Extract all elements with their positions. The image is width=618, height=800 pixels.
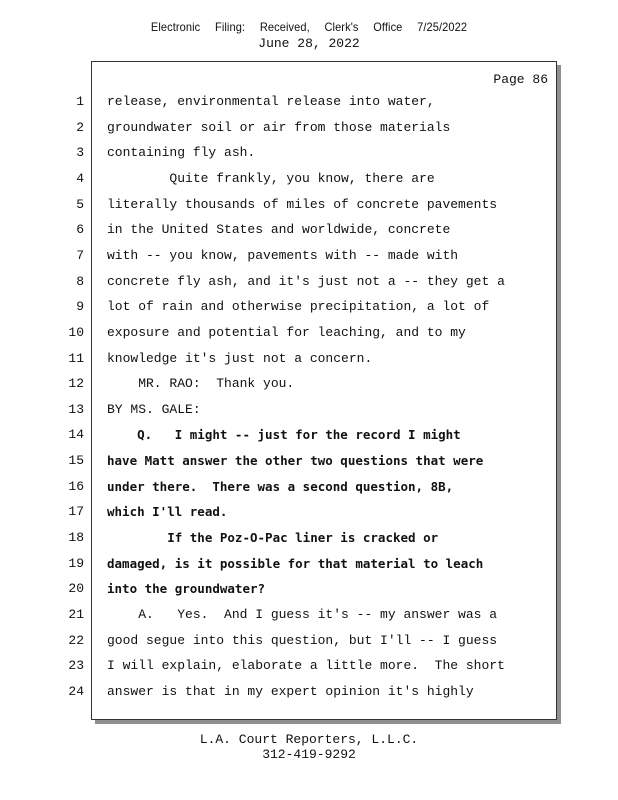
transcript-line <box>0 272 618 298</box>
transcript-line <box>0 528 618 554</box>
line-text: answer is that in my expert opinion it's highly <box>107 683 474 699</box>
transcript-line <box>0 143 618 169</box>
line-number: 2 <box>76 119 84 135</box>
line-text: concrete fly ash, and it's just not a -- they get a <box>107 273 505 289</box>
line-number: 14 <box>68 427 84 443</box>
line-text: have Matt answer the other two questions that were <box>107 453 484 469</box>
page-number: Page 86 <box>493 72 548 87</box>
transcript-line <box>0 656 618 682</box>
stamp-word: Electronic <box>150 20 201 34</box>
line-text: literally thousands of miles of concrete pavements <box>107 196 498 212</box>
transcript-line <box>0 349 618 375</box>
line-number: 24 <box>68 683 84 699</box>
line-text: under there. There was a second question, 8B, <box>107 478 454 494</box>
line-text: release, environmental release into water, <box>107 94 435 109</box>
line-number: 21 <box>68 607 84 622</box>
stamp-word: 7/25/2022 <box>417 20 468 34</box>
transcript-line <box>0 502 618 528</box>
line-text: BY MS. GALE: <box>107 401 201 417</box>
reporter-company: L.A. Court Reporters, L.L.C. <box>199 732 419 747</box>
line-text: Quite frankly, you know, there are <box>107 170 435 186</box>
footer <box>0 732 618 762</box>
transcript-line <box>0 220 618 246</box>
line-text: lot of rain and otherwise precipitation, a lot of <box>107 299 490 315</box>
line-number: 13 <box>68 401 84 417</box>
line-number: 17 <box>68 504 84 520</box>
transcript-line <box>0 297 618 323</box>
transcript-line <box>0 374 618 400</box>
line-text: damaged, is it possible for that material to leach <box>107 555 484 571</box>
line-number: 19 <box>68 555 84 571</box>
line-text: I will explain, elaborate a little more. The short <box>107 658 505 674</box>
line-number: 12 <box>68 376 84 392</box>
line-text: groundwater soil or air from those materials <box>107 119 451 135</box>
line-number: 22 <box>68 632 84 648</box>
filing-stamp <box>25 20 594 34</box>
line-text: into the groundwater? <box>107 581 266 597</box>
line-text: exposure and potential for leaching, and to my <box>107 324 466 340</box>
line-number: 20 <box>68 581 84 597</box>
transcript-line <box>0 554 618 580</box>
stamp-word: Filing: <box>215 20 246 34</box>
line-number: 8 <box>76 273 84 289</box>
transcript-line <box>0 682 618 708</box>
line-text: If the Poz-O-Pac liner is cracked or <box>107 530 439 546</box>
line-text: Q. I might -- just for the record I might <box>107 427 461 443</box>
transcript-line <box>0 323 618 349</box>
reporter-phone: 312-419-9292 <box>262 747 356 762</box>
line-text: which I'll read. <box>107 504 228 520</box>
line-text: good segue into this question, but I'll -- I guess <box>107 632 498 648</box>
stamp-word: Office <box>373 20 403 34</box>
transcript-line <box>0 579 618 605</box>
line-text: knowledge it's just not a concern. <box>107 350 373 366</box>
transcript-line <box>0 400 618 426</box>
line-number: 18 <box>68 530 84 546</box>
transcript-line <box>0 195 618 221</box>
line-number: 1 <box>76 94 84 109</box>
line-number: 3 <box>76 145 84 161</box>
line-text: containing fly ash. <box>107 145 256 161</box>
transcript-line <box>0 477 618 503</box>
transcript-line <box>0 631 618 657</box>
line-text: A. Yes. And I guess it's -- my answer was a <box>107 607 498 622</box>
line-number: 6 <box>76 222 84 238</box>
line-number: 10 <box>68 324 84 340</box>
transcript-line <box>0 246 618 272</box>
line-text: in the United States and worldwide, concrete <box>107 222 451 238</box>
transcript-line <box>0 118 618 144</box>
line-number: 15 <box>68 453 84 469</box>
line-number: 16 <box>68 478 84 494</box>
line-number: 9 <box>76 299 84 315</box>
line-number: 11 <box>68 350 84 366</box>
stamp-word: Clerk's <box>324 20 359 34</box>
line-number: 7 <box>76 247 84 263</box>
transcript-line <box>0 425 618 451</box>
line-number: 4 <box>76 170 84 186</box>
transcript-line <box>0 451 618 477</box>
deposition-date: June 28, 2022 <box>258 36 360 51</box>
transcript-line <box>0 605 618 631</box>
line-text: with -- you know, pavements with -- made with <box>107 247 459 263</box>
line-text: MR. RAO: Thank you. <box>107 376 295 392</box>
line-number: 23 <box>68 658 84 674</box>
transcript-line <box>0 92 618 118</box>
line-number: 5 <box>76 196 84 212</box>
transcript-line <box>0 169 618 195</box>
stamp-word: Received, <box>259 20 310 34</box>
